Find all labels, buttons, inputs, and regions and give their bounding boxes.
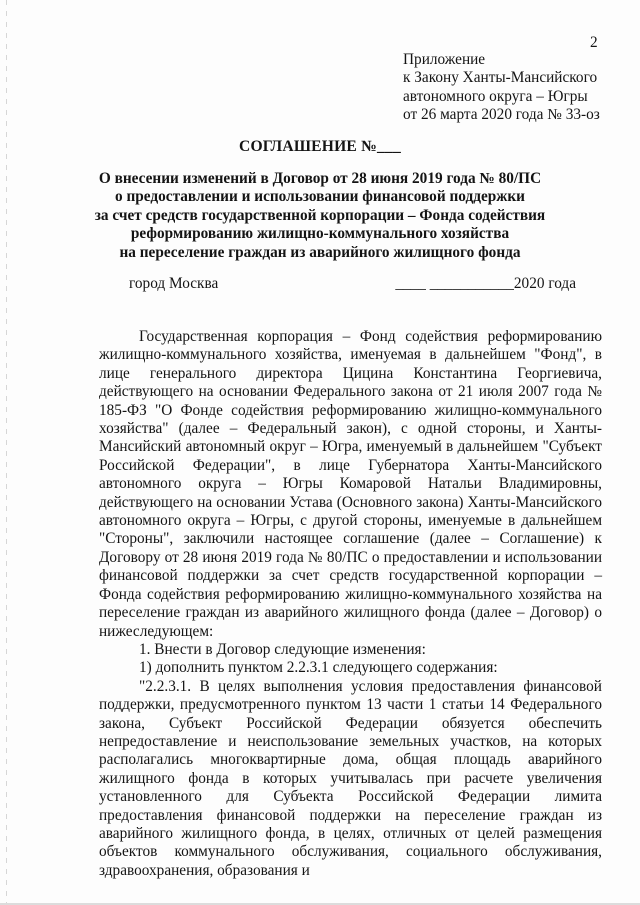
city: город Москва — [129, 275, 219, 292]
clause-1-paragraph: 1. Внести в Договор следующие изменения: — [139, 640, 426, 658]
subclause-1-paragraph: 1) дополнить пунктом 2.2.3.1 следующего содержания: — [139, 659, 498, 677]
date-blank: ____ ___________2020 года — [395, 275, 576, 292]
scan-edge — [6, 0, 7, 905]
annex-line: Приложение — [403, 51, 486, 68]
annex-line: автономного округа – Югры — [403, 87, 588, 105]
agreement-title: СОГЛАШЕНИЕ №___ — [239, 138, 401, 155]
subject-line: за счет средств государственной корпорации – Фонда содействия — [94, 206, 546, 224]
clause-2-2-3-1-paragraph: "2.2.3.1. В целях выполнения условия предоставления финансовой поддержки, предусмотренного пунктом 13 части 1 статьи 14 Федерального закона, Субъект Российской Федерации обязуется обеспечить непредоставление и неиспользование земельных участков, на которых располагались многоквартирные дома, общая площадь аварийного жилищного фонда в которых учитывалась при расчете увеличения установленного для Субъекта Российской Федерации лимита предоставления финансовой поддержки на переселение граждан из аварийного жилищного фонда, в целях, отличных от целей размещения объектов коммунального обслуживания, социального обслуживания, здравоохранения, образования и — [99, 677, 602, 879]
annex-line: к Закону Ханты-Мансийского — [403, 69, 598, 87]
annex-block — [403, 51, 633, 125]
subject-line: реформированию жилищно-коммунального хозяйства — [130, 225, 510, 243]
annex-line: от 26 марта 2020 года № 33-оз — [403, 106, 600, 124]
agreement-subject — [0, 170, 640, 262]
page-number: 2 — [590, 34, 598, 51]
subject-line: о предоставлении и использовании финансовой поддержки — [115, 188, 525, 206]
subject-line: на переселение граждан из аварийного жилищного фонда — [119, 243, 521, 261]
preamble-paragraph: Государственная корпорация – Фонд содействия реформированию жилищно-коммунального хозяйства, именуемая в дальнейшем "Фонд", в лице генерального директора Цицина Константина Георгиевича, действующего на основании Федерального закона от 21 июля 2007 года № 185-ФЗ "О Фонде содействия реформированию жилищно-коммунального хозяйства" (далее – Федеральный закон), с одной стороны, и Ханты-Мансийский автономный округ – Югра, именуемый в дальнейшем "Субъект Российской Федерации", в лице Губернатора Ханты-Мансийского автономного округа – Югры Комаровой Натальи Владимировны, действующего на основании Устава (Основного закона) Ханты-Мансийского автономного округа – Югры, с другой стороны, именуемые в дальнейшем "Стороны", заключили настоящее соглашение (далее – Соглашение) к Договору от 28 июня 2019 года № 80/ПС о предоставлении и использовании финансовой поддержки за счет средств государственной корпорации – Фонда содействия реформированию жилищно-коммунального хозяйства на переселение граждан из аварийного жилищного фонда (далее – Договор) о нижеследующем: — [99, 328, 602, 640]
subject-line: О внесении изменений в Договор от 28 июня 2019 года № 80/ПС — [98, 170, 542, 187]
body-text — [99, 328, 602, 880]
